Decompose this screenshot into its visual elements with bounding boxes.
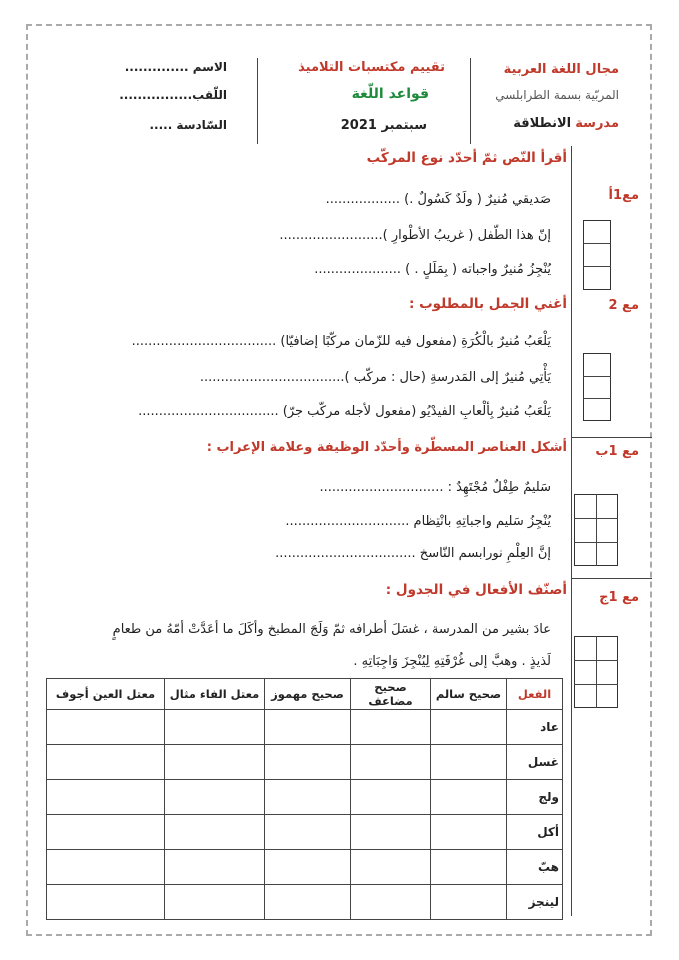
answer-cell[interactable] (265, 745, 351, 780)
name-field[interactable]: الاسم .............. (124, 60, 227, 74)
header-sound-regular: صحيح سالم (431, 679, 507, 710)
table-row (47, 885, 563, 920)
score-box-1-divider-b (583, 266, 611, 267)
answer-cell[interactable] (265, 850, 351, 885)
subject-title: قواعد اللّغة (351, 86, 429, 102)
section-4-top-rule (571, 578, 652, 579)
domain-label: مجال اللغة العربية (503, 62, 619, 77)
verb-cell: ولج (507, 780, 563, 815)
section-2-line-1: يَلْعَبُ مُنيرٌ بالْكُرَةِ (مفعول فيه للزّمان مركّبًا إضافيّا) ................................... (131, 334, 551, 349)
answer-cell[interactable] (351, 745, 431, 780)
table-row (47, 850, 563, 885)
answer-cell[interactable] (351, 780, 431, 815)
answer-cell[interactable] (165, 885, 265, 920)
verb-cell: هبّ (507, 850, 563, 885)
answer-cell[interactable] (431, 885, 507, 920)
score-box-2-divider-a (583, 376, 611, 377)
section-3-line-1: سَليمٌ طِفْلٌ مُجْتَهِدٌ : .............................. (319, 480, 551, 495)
criterion-2: مع 2 (608, 298, 639, 313)
answer-cell[interactable] (265, 710, 351, 745)
answer-cell[interactable] (47, 710, 165, 745)
answer-cell[interactable] (265, 780, 351, 815)
score-box-4-divider-a (574, 660, 618, 661)
criteria-column-rule (571, 146, 572, 916)
criterion-1a: مع1أ (608, 188, 639, 203)
answer-cell[interactable] (47, 850, 165, 885)
answer-cell[interactable] (165, 780, 265, 815)
verb-cell: غسل (507, 745, 563, 780)
section-3-line-2: يُنْجِزُ سَليم واجباتِهِ بانْتِظام .............................. (285, 514, 551, 529)
score-box-2-divider-b (583, 398, 611, 399)
score-box-3-divider-a (574, 518, 618, 519)
answer-cell[interactable] (431, 850, 507, 885)
header-sound-doubled: صحيح مضاعف (351, 679, 431, 710)
answer-cell[interactable] (47, 885, 165, 920)
answer-cell[interactable] (165, 745, 265, 780)
header-weak-middle: معتل العين أجوف (47, 679, 165, 710)
verb-cell: أكل (507, 815, 563, 850)
school-name: الانطلاقة (513, 116, 572, 131)
answer-cell[interactable] (431, 745, 507, 780)
table-row (47, 710, 563, 745)
section-3-top-rule (571, 437, 652, 438)
score-box-4-divider-b (574, 684, 618, 685)
answer-cell[interactable] (351, 885, 431, 920)
section-3-instruction: أشكل العناصر المسطّرة وأحدّد الوظيفة وعلامة الإعراب : (206, 440, 567, 455)
section-4-instruction: أصنّف الأفعال في الجدول : (385, 582, 567, 598)
section-3-line-3: إنَّ العِلْمِ نورابسم النّاسخ .................................. (275, 546, 551, 561)
answer-cell[interactable] (431, 780, 507, 815)
section-1-line-3: يُنْجِزُ مُنيرٌ واجباته ( بِمَلَلٍ . ) ..................... (314, 262, 551, 277)
header-verb: الفعل (507, 679, 563, 710)
answer-cell[interactable] (431, 815, 507, 850)
section-4-line-2: لَذيذٍ . وهبَّ إلى غُرْفَتِهِ لِيُنْجِزَ وَاجِبَاتِهِ . (353, 654, 551, 669)
score-box-2[interactable] (583, 353, 611, 421)
header-divider-right (470, 58, 471, 144)
eval-title: تقييم مكتسبات التلاميذ (298, 60, 445, 75)
answer-cell[interactable] (265, 885, 351, 920)
score-box-3-vdivider (596, 494, 597, 566)
teacher-name: المربّية بسمة الطرابلسي (495, 88, 619, 102)
answer-cell[interactable] (351, 710, 431, 745)
verb-cell: عاد (507, 710, 563, 745)
date-label: سبتمبر 2021 (340, 118, 427, 133)
section-2-line-2: يَأْتِي مُنيرٌ إلى المَدرسةِ (حال : مركّب )................................... (199, 370, 551, 385)
criterion-1c: مع 1ج (599, 590, 639, 605)
answer-cell[interactable] (165, 815, 265, 850)
header-weak-first: معتل الفاء مثال (165, 679, 265, 710)
section-4-line-1: عادَ بشير من المدرسة ، غسَلَ أطرافه ثمّ وَلَجَ المطبخ وأكَلَ ما أعَدَّتْ أمّهُ من طعامٍ (112, 622, 551, 637)
score-box-1[interactable] (583, 220, 611, 290)
table-row (47, 745, 563, 780)
school-line (513, 116, 619, 131)
answer-cell[interactable] (351, 815, 431, 850)
section-2-line-3: يَلْعَبُ مُنيرٌ بِألْعابِ الفيدْيُو (مفعول لأجله مركّب جرّ) .................................. (138, 404, 551, 419)
answer-cell[interactable] (265, 815, 351, 850)
verb-cell: لينجز (507, 885, 563, 920)
score-box-3-divider-b (574, 542, 618, 543)
table-row (47, 815, 563, 850)
verb-classification-table (46, 678, 563, 920)
answer-cell[interactable] (47, 815, 165, 850)
surname-field[interactable]: اللّقب................ (119, 88, 227, 102)
header-sound-hamzated: صحيح مهموز (265, 679, 351, 710)
header-divider-left (257, 58, 258, 144)
section-1-line-2: إنّ هذا الطّفل ( غريبُ الأطْوارِ )......................... (279, 228, 551, 243)
answer-cell[interactable] (165, 850, 265, 885)
grade-field[interactable]: السّادسة ..... (149, 118, 227, 132)
score-box-4-vdivider (596, 636, 597, 708)
answer-cell[interactable] (47, 745, 165, 780)
answer-cell[interactable] (351, 850, 431, 885)
section-1-line-1: صَديقي مُنيرٌ ( ولَدٌ كَسُولٌ .) .................. (325, 192, 551, 207)
answer-cell[interactable] (47, 780, 165, 815)
criterion-1b: مع 1ب (595, 444, 639, 459)
section-1-instruction: أقرأ النّص ثمّ أحدّد نوع المركّب (366, 150, 567, 166)
table-header-row (47, 679, 563, 710)
table-row (47, 780, 563, 815)
school-label: مدرسة (575, 116, 619, 131)
section-2-instruction: أغني الجمل بالمطلوب : (409, 296, 567, 312)
answer-cell[interactable] (431, 710, 507, 745)
score-box-1-divider-a (583, 243, 611, 244)
answer-cell[interactable] (165, 710, 265, 745)
